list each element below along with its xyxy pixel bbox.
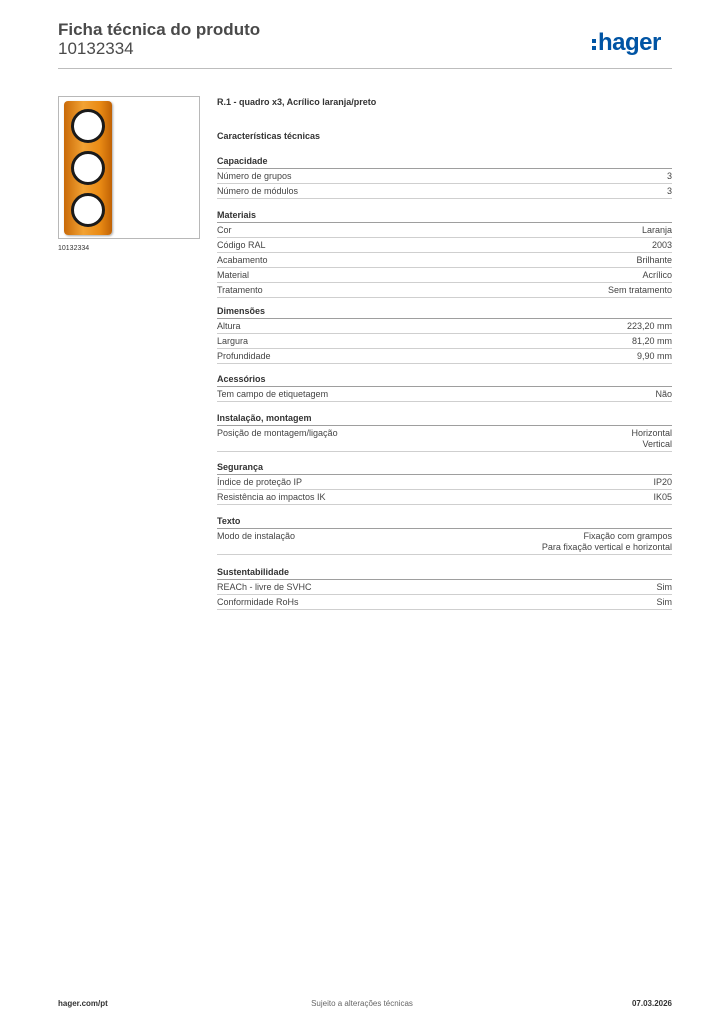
logo-colon-icon <box>592 39 596 50</box>
spec-label: Índice de proteção IP <box>217 477 303 487</box>
spec-row <box>217 184 672 199</box>
section-title: Sustentabilidade <box>217 566 672 580</box>
product-image <box>58 96 200 239</box>
spec-section <box>217 566 672 610</box>
spec-row <box>217 238 672 253</box>
spec-value <box>627 321 672 332</box>
spec-row <box>217 223 672 238</box>
spec-label: Tem campo de etiquetagem <box>217 389 329 399</box>
footer-date: 07.03.2026 <box>631 999 672 1008</box>
spec-value-line: Sim <box>656 597 672 607</box>
spec-value <box>608 285 672 296</box>
spec-value <box>637 351 672 362</box>
frame-opening-1 <box>71 109 105 143</box>
spec-value <box>642 225 672 236</box>
product-code: 10132334 <box>58 39 134 58</box>
spec-section <box>217 412 672 452</box>
spec-value-line: Fixação com grampos <box>583 531 672 541</box>
section-title: Instalação, montagem <box>217 412 672 426</box>
section-title: Dimensões <box>217 305 672 319</box>
spec-row <box>217 387 672 402</box>
spec-label: Posição de montagem/ligação <box>217 428 338 438</box>
spec-label: Conformidade RoHs <box>217 597 299 607</box>
footer-website[interactable]: hager.com/pt <box>58 999 108 1008</box>
spec-value-line: 9,90 mm <box>636 351 672 361</box>
spec-row <box>217 490 672 505</box>
spec-section <box>217 515 672 555</box>
spec-label: REACh - livre de SVHC <box>217 582 312 592</box>
spec-value <box>657 597 673 608</box>
spec-section <box>217 305 672 364</box>
spec-section <box>217 209 672 298</box>
spec-value <box>653 477 672 488</box>
spec-value <box>667 171 672 182</box>
spec-value-line: Laranja <box>641 225 672 235</box>
spec-row <box>217 283 672 298</box>
spec-value-line: 3 <box>666 186 672 196</box>
spec-label: Modo de instalação <box>217 531 296 541</box>
spec-row <box>217 253 672 268</box>
section-title: Segurança <box>217 461 672 475</box>
spec-value <box>542 531 672 553</box>
spec-label: Número de módulos <box>217 186 299 196</box>
spec-value <box>636 255 672 266</box>
spec-value <box>653 492 672 503</box>
spec-label: Número de grupos <box>217 171 292 181</box>
spec-row <box>217 595 672 610</box>
spec-row <box>217 426 672 452</box>
spec-value-line: Sim <box>656 582 672 592</box>
document-title: Ficha técnica do produto <box>58 20 261 39</box>
frame-opening-3 <box>71 193 105 227</box>
spec-value <box>632 336 672 347</box>
spec-row <box>217 334 672 349</box>
spec-row <box>217 349 672 364</box>
spec-value-line: 81,20 mm <box>631 336 672 346</box>
triple-frame-image <box>64 101 112 235</box>
spec-value-line: IP20 <box>653 477 672 487</box>
spec-value-line: IK05 <box>653 492 672 502</box>
spec-row <box>217 475 672 490</box>
hager-logo[interactable] <box>592 28 661 58</box>
spec-label: Profundidade <box>217 351 271 361</box>
product-name: R.1 - quadro x3, Acrílico laranja/preto <box>217 97 377 107</box>
spec-value <box>657 582 673 593</box>
spec-value-line: Horizontal <box>631 428 672 438</box>
spec-section <box>217 155 672 199</box>
logo-text: hager <box>598 29 661 56</box>
spec-value-line: 223,20 mm <box>626 321 672 331</box>
spec-value-line: Brilhante <box>636 255 672 265</box>
spec-row <box>217 319 672 334</box>
spec-value <box>631 428 672 450</box>
spec-section <box>217 373 672 402</box>
section-title: Texto <box>217 515 672 529</box>
spec-label: Material <box>217 270 250 280</box>
spec-label: Código RAL <box>217 240 266 250</box>
spec-value <box>642 270 672 281</box>
spec-value <box>655 389 672 400</box>
spec-row <box>217 529 672 555</box>
spec-row <box>217 580 672 595</box>
spec-value <box>652 240 672 251</box>
spec-value-line: 2003 <box>651 240 672 250</box>
section-title: Capacidade <box>217 155 672 169</box>
spec-value-line: Para fixação vertical e horizontal <box>541 542 672 552</box>
image-caption: 10132334 <box>58 245 90 252</box>
specs-heading: Características técnicas <box>217 131 321 141</box>
spec-section <box>217 461 672 505</box>
spec-label: Resistência ao impactos IK <box>217 492 326 502</box>
section-title: Acessórios <box>217 373 672 387</box>
section-title: Materiais <box>217 209 672 223</box>
frame-opening-2 <box>71 151 105 185</box>
spec-value <box>667 186 672 197</box>
spec-value-line: Acrílico <box>642 270 672 280</box>
spec-value-line: Não <box>655 389 672 399</box>
header-divider <box>58 68 672 69</box>
spec-label: Cor <box>217 225 232 235</box>
spec-label: Largura <box>217 336 249 346</box>
spec-label: Altura <box>217 321 241 331</box>
spec-label: Tratamento <box>217 285 263 295</box>
spec-value-line: Vertical <box>642 439 672 449</box>
spec-label: Acabamento <box>217 255 268 265</box>
spec-row <box>217 169 672 184</box>
footer-note: Sujeito a alterações técnicas <box>311 999 413 1008</box>
spec-value-line: 3 <box>666 171 672 181</box>
spec-row <box>217 268 672 283</box>
spec-value-line: Sem tratamento <box>607 285 672 295</box>
